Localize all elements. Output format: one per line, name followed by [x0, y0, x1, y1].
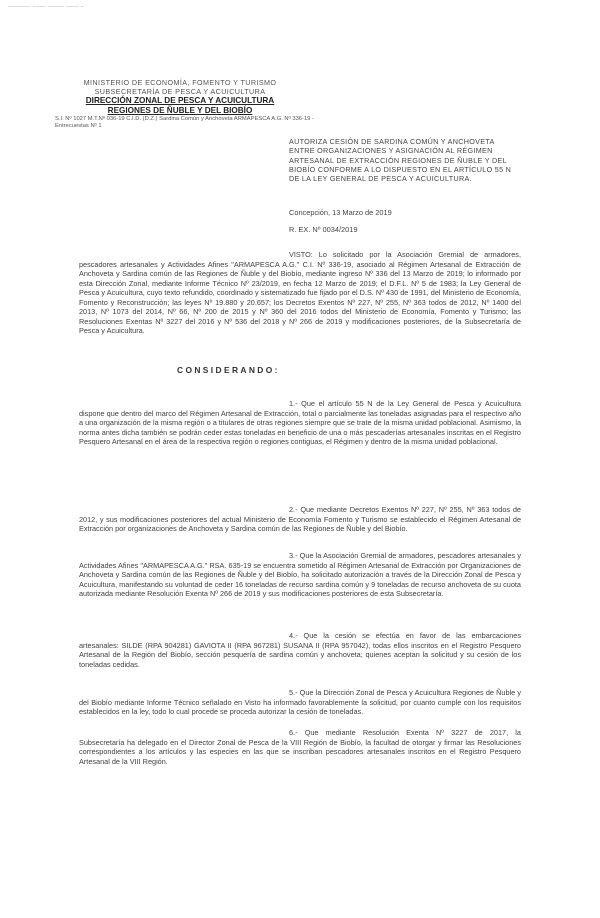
- considerando-text: 2.- Que mediante Decretos Exentos Nº 227, Nº 255, Nº 363 todos de 2012, y sus modificaciones posteriores del actual Ministerio de Economía Fomento y Turismo se establecido el Régimen Artesanal de Extracción por organizaciones de Anchoveta y Sardina común de las Regiones de Ñuble y del Biobío.: [79, 505, 521, 534]
- letterhead: [55, 78, 314, 130]
- visto-paragraph: [79, 250, 521, 336]
- page-topline: _______ ____ _____ ____ _: [8, 2, 85, 8]
- place-date: Concepción, 13 Marzo de 2019: [289, 208, 392, 217]
- resolution-number: R. EX. Nº 0034/2019: [289, 225, 358, 234]
- considerando-paragraph-3: [79, 551, 521, 599]
- visto-text: VISTO: Lo solicitado por la Asociación Gremial de armadores, pescadores artesanales y Actividades Afines "ARMAPESCA A.G." C.I. Nº 336-19, asociado al Régimen Artesanal de Extracción de Anchoveta y Sardina común de las Regiones de Ñuble y del Biobío, mediante ingreso Nº 336 del 13 Marzo de 2019; lo informado por esta Dirección Zonal, mediante Informe Técnico Nº 23/2019, en fecha 12 Marzo de 2019; el D.F.L. Nº 5 de 1983; la Ley General de Pesca y Acuicultura, cuyo texto refundido, coordinado y sistematizado fue fijado por el D.S. Nº 430 de 1991, del Ministerio de Economía, Fomento y Reconstrucción; las leyes Nº 19.880 y 20.657; los Decretos Exentos Nº 227, Nº 255, Nº 363 todos de 2012, Nº 1400 del 2013, Nº 1073 del 2014, Nº 66, Nº 200 de 2015 y Nº 360 del 2016 todos del Ministerio de Economía, Fomento y Turismo; las Resoluciones Exentas Nº 3227 del 2016 y Nº 536 del 2018 y Nº 266 de 2019 y modificaciones posteriores, de la Subsecretaría de Pesca y Acuicultura.: [79, 250, 521, 336]
- considerando-text: 1.- Que el artículo 55 N de la Ley General de Pesca y Acuicultura dispone que dentro del marco del Régimen Artesanal de Extracción, total o parcialmente las toneladas asignadas para el respectivo año a una organización de la misma región o a titulares de otras regiones siempre que se trate de la misma unidad poblacional. Asimismo, la norma antes dicha también se podrán ceder estas toneladas en beneficio de una o más pescaderías artesanales inscritas en el Registro Pesquero Artesanal en el área de la respectiva región o regiones contiguas, el Régimen y dentro de la misma unidad poblacional.: [79, 399, 521, 447]
- considerando-heading: CONSIDERANDO:: [177, 365, 280, 375]
- considerando-paragraph-6: [79, 728, 521, 766]
- considerando-text: 6.- Que mediante Resolución Exenta Nº 3227 de 2017, la Subsecretaría ha delegado en el Director Zonal de Pesca de la VIII Región de Biobío, la facultad de otorgar y firmar las Resoluciones correspondientes a los artículos y las especies en las que se inscriban pescadores artesanales inscritos en el Registro Pesquero Artesanal de la VIII Región.: [79, 728, 521, 766]
- subsecretaria-line: SUBSECRETARÍA DE PESCA Y ACUICULTURA: [94, 87, 266, 96]
- considerando-paragraph-5: [79, 688, 521, 717]
- considerando-paragraph-2: [79, 505, 521, 534]
- considerando-text: 4.- Que la cesión se efectúa en favor de las embarcaciones artesanales: SILDE (RPA 904281) GAVIOTA II (RPA 967281) SUSANA II (RPA 957042), todas ellos inscritos en el Registro Pesquero Artesanal de la Región del Biobío, sección pesquería de sardina común y anchoveta; quienes aceptan la solicitud y su cesión de los toneladas cedidas.: [79, 631, 521, 669]
- considerando-text: 3.- Que la Asociación Gremial de armadores, pescadores artesanales y Actividades Afines "ARMAPESCA A.G." RSA. 635-19 se encuentra sometido al Régimen Artesanal de Extracción por Organizaciones de Anchoveta y Sardina común de las Regiones de Ñuble y del Biobío, ha solicitado autorización a través de la Dirección Zonal de Pesca y Acuicultura, manifestando su voluntad de ceder 16 toneladas de recurso sardina común y 9 toneladas de recurso anchoveta de su cuota autorizada mediante Resolución Exenta Nº 266 de 2019 y sus modificaciones posteriores de esta Subsecretaría.: [79, 551, 521, 599]
- considerando-text: 5.- Que la Dirección Zonal de Pesca y Acuicultura Regiones de Ñuble y del Biobío mediante Informe Técnico señalado en Visto ha informado favorablemente la solicitud, por cuanto cumple con los requisitos establecidos en la ley, todo lo cual procede se proceda autorizar la cesión de toneladas.: [79, 688, 521, 717]
- considerando-paragraph-4: [79, 631, 521, 669]
- considerando-paragraph-1: [79, 399, 521, 447]
- regiones-line: REGIONES DE ÑUBLE Y DEL BIOBÍO: [107, 106, 253, 115]
- direccion-zonal-line: DIRECCIÓN ZONAL DE PESCA Y ACUICULTURA: [85, 96, 275, 105]
- reference-line: S.I. Nº 1027 M.T.Nº 036-19 C.I.D. (D.Z.) Sardina Común y Anchoveta ARMAPESCA A.G. Nº 336-19 - Entrecuestas Nº 1: [55, 116, 314, 129]
- resolution-subject: AUTORIZA CESIÓN DE SARDINA COMÚN Y ANCHOVETA ENTRE ORGANIZACIONES Y ASIGNACIÓN AL RÉGIMEN ARTESANAL DE EXTRACCIÓN REGIONES DE ÑUBLE Y DEL BIOBÍO CONFORME A LO DISPUESTO EN EL ARTÍCULO 55 N DE LA LEY GENERAL DE PESCA Y ACUICULTURA.: [289, 137, 512, 184]
- ministry-line: MINISTERIO DE ECONOMÍA, FOMENTO Y TURISMO: [83, 78, 277, 87]
